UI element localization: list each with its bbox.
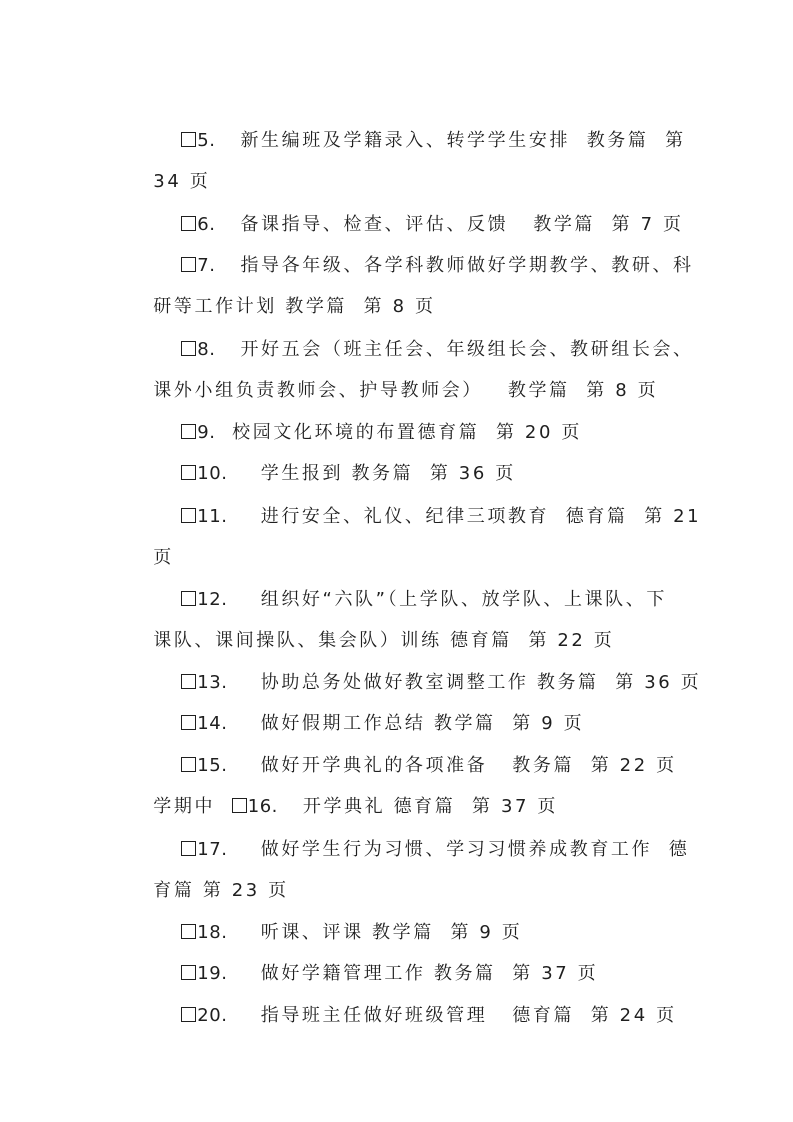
item-number: 8. xyxy=(197,339,216,360)
item-text: 开学典礼 德育篇 第 37 页 xyxy=(277,796,558,817)
checkbox-icon xyxy=(181,1007,196,1022)
item-number: 17. xyxy=(197,839,228,860)
checkbox-icon xyxy=(181,424,196,439)
checkbox-icon xyxy=(181,924,196,939)
checkbox-icon xyxy=(181,465,196,480)
item-text: 指导班主任做好班级管理 德育篇 第 24 页 xyxy=(227,1005,677,1026)
checkbox-icon xyxy=(181,715,196,730)
item-text: 做好学生行为习惯、学习习惯养成教育工作 德 xyxy=(227,839,690,860)
checkbox-icon xyxy=(181,674,196,689)
item-text: 听课、评课 教学篇 第 9 页 xyxy=(227,922,523,943)
item-text: 做好学籍管理工作 教务篇 第 37 页 xyxy=(227,963,599,984)
item-text: 课外小组负责教师会、护导教师会） 教学篇 第 8 页 xyxy=(153,380,659,401)
item-text: 34 页 xyxy=(153,171,211,192)
item-number: 13. xyxy=(197,672,228,693)
section-prefix: 学期中 xyxy=(153,796,232,817)
item-number: 15. xyxy=(197,755,228,776)
item-text: 研等工作计划 教学篇 第 8 页 xyxy=(153,296,436,317)
item-text: 备课指导、检查、评估、反馈 教学篇 第 7 页 xyxy=(215,214,684,235)
item-number: 7. xyxy=(197,255,216,276)
checkbox-icon xyxy=(181,341,196,356)
list-item-11 xyxy=(148,481,701,553)
checkbox-icon xyxy=(181,132,196,147)
list-item-5 xyxy=(148,105,686,177)
item-number: 10. xyxy=(197,463,228,484)
item-text: 协助总务处做好教室调整工作 教务篇 第 36 页 xyxy=(227,672,702,693)
item-text: 开好五会（班主任会、年级组长会、教研组长会、 xyxy=(215,339,694,360)
item-number: 12. xyxy=(197,589,228,610)
item-text: 做好假期工作总结 教学篇 第 9 页 xyxy=(227,713,585,734)
item-text: 做好开学典礼的各项准备 教务篇 第 22 页 xyxy=(227,755,677,776)
item-number: 16. xyxy=(247,796,278,817)
item-number: 18. xyxy=(197,922,228,943)
item-number: 20. xyxy=(197,1005,228,1026)
item-text: 进行安全、礼仪、纪律三项教育 德育篇 第 21 xyxy=(227,506,702,527)
item-text: 组织好“六队”（上学队、放学队、上课队、下 xyxy=(227,589,667,610)
item-text: 课队、课间操队、集会队）训练 德育篇 第 22 页 xyxy=(153,630,615,651)
item-number: 5. xyxy=(197,130,216,151)
item-text: 新生编班及学籍录入、转学学生安排 教务篇 第 xyxy=(215,130,686,151)
item-text: 校园文化环境的布置德育篇 第 20 页 xyxy=(215,422,582,443)
item-text: 育篇 第 23 页 xyxy=(153,880,289,901)
item-number: 14. xyxy=(197,713,228,734)
checkbox-icon xyxy=(181,841,196,856)
item-number: 6. xyxy=(197,214,216,235)
item-text: 学生报到 教务篇 第 36 页 xyxy=(227,463,516,484)
list-item-20 xyxy=(148,980,677,1052)
checkbox-icon xyxy=(232,798,247,813)
checkbox-icon xyxy=(181,965,196,980)
item-number: 19. xyxy=(197,963,228,984)
item-text: 页 xyxy=(153,547,174,568)
checkbox-icon xyxy=(181,216,196,231)
item-number: 11. xyxy=(197,506,228,527)
checkbox-icon xyxy=(181,508,196,523)
item-number: 9. xyxy=(197,422,216,443)
checkbox-icon xyxy=(181,257,196,272)
item-text: 指导各年级、各学科教师做好学期教学、教研、科 xyxy=(215,255,694,276)
checkbox-icon xyxy=(181,757,196,772)
checkbox-icon xyxy=(181,591,196,606)
